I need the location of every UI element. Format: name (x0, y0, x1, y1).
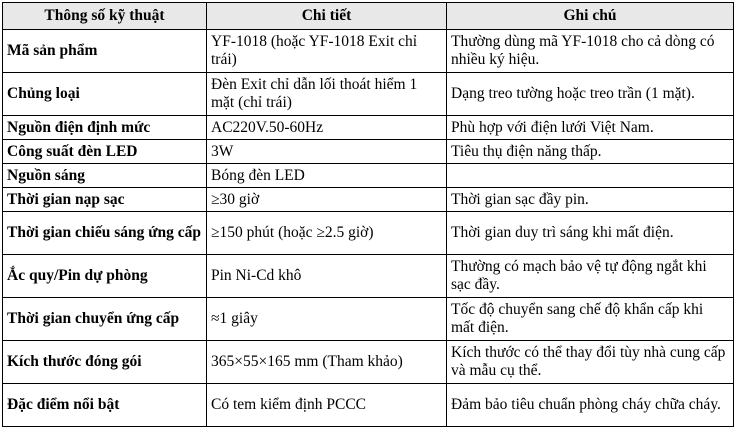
row-note (447, 164, 734, 188)
table-row (3, 298, 734, 341)
row-label: Thời gian nạp sạc (3, 188, 207, 212)
row-detail: Có tem kiểm định PCCC (207, 384, 447, 427)
table-row (3, 164, 734, 188)
table-row (3, 140, 734, 164)
row-detail: YF-1018 (hoặc YF-1018 Exit chỉ trái) (207, 30, 447, 73)
row-note: Tốc độ chuyển sang chế độ khẩn cấp khi mất điện. (447, 298, 734, 341)
row-label: Nguồn điện định mức (3, 116, 207, 140)
row-note: Kích thước có thể thay đổi tùy nhà cung cấp và mẫu cụ thể. (447, 341, 734, 384)
row-detail: ≈1 giây (207, 298, 447, 341)
table-row (3, 212, 734, 255)
table-row (3, 30, 734, 73)
row-note: Phù hợp với điện lưới Việt Nam. (447, 116, 734, 140)
row-label: Đặc điểm nổi bật (3, 384, 207, 427)
row-label: Nguồn sáng (3, 164, 207, 188)
table-row (3, 188, 734, 212)
row-note: Tiêu thụ điện năng thấp. (447, 140, 734, 164)
row-detail: Pin Ni-Cd khô (207, 255, 447, 298)
table-row (3, 255, 734, 298)
row-note: Thời gian sạc đầy pin. (447, 188, 734, 212)
row-note: Đảm bảo tiêu chuẩn phòng cháy chữa cháy. (447, 384, 734, 427)
row-detail: 3W (207, 140, 447, 164)
header-note: Ghi chú (447, 3, 734, 30)
row-label: Thời gian chiếu sáng ứng cấp (3, 212, 207, 255)
row-label: Chủng loại (3, 73, 207, 116)
row-note: Dạng treo tường hoặc treo trần (1 mặt). (447, 73, 734, 116)
row-label: Mã sản phẩm (3, 30, 207, 73)
row-detail: Bóng đèn LED (207, 164, 447, 188)
row-note: Thời gian duy trì sáng khi mất điện. (447, 212, 734, 255)
row-note: Thường dùng mã YF-1018 cho cả dòng có nhiều ký hiệu. (447, 30, 734, 73)
table-row (3, 341, 734, 384)
row-label: Kích thước đóng gói (3, 341, 207, 384)
row-label: Ắc quy/Pin dự phòng (3, 255, 207, 298)
spec-table (2, 2, 734, 427)
row-detail: Đèn Exit chỉ dẫn lối thoát hiểm 1 mặt (chỉ trái) (207, 73, 447, 116)
table-row (3, 116, 734, 140)
row-note: Thường có mạch bảo vệ tự động ngắt khi sạc đầy. (447, 255, 734, 298)
row-detail: 365×55×165 mm (Tham khảo) (207, 341, 447, 384)
row-label: Thời gian chuyển ứng cấp (3, 298, 207, 341)
row-detail: ≥30 giờ (207, 188, 447, 212)
row-label: Công suất đèn LED (3, 140, 207, 164)
header-spec: Thông số kỹ thuật (3, 3, 207, 30)
table-row (3, 73, 734, 116)
header-detail: Chi tiết (207, 3, 447, 30)
row-detail: AC220V.50-60Hz (207, 116, 447, 140)
header-row (3, 3, 734, 30)
table-row (3, 384, 734, 427)
row-detail: ≥150 phút (hoặc ≥2.5 giờ) (207, 212, 447, 255)
